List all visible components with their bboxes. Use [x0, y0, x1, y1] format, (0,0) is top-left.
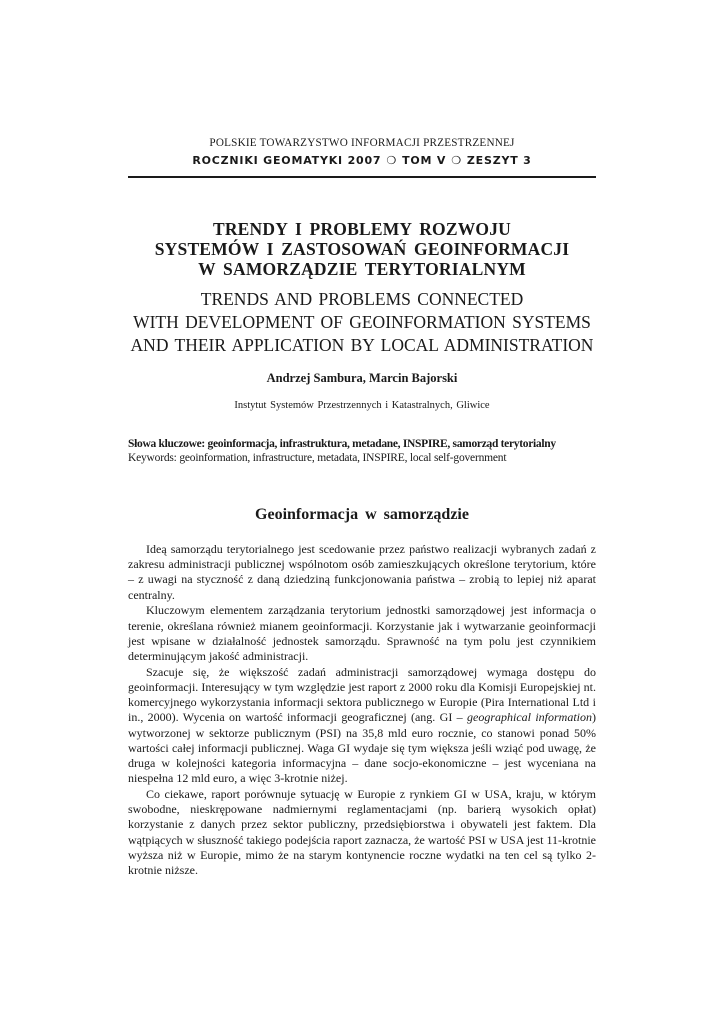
journal-header: [128, 154, 596, 167]
keywords-english: Keywords: geoinformation, infrastructure, metadata, INSPIRE, local self-government: [128, 452, 507, 464]
paragraph: Kluczowym elementem zarządzania terytorium jednostki samorządowej jest informacja o terenie, określana również mianem geoinformacji. Korzystanie jak i wytwarzanie geoinformacji jest wpisane w działalność jednostek samorządu. Sprawność na tym polu jest czynnikiem determinującym jakość administracji.: [128, 603, 596, 664]
authors: Andrzej Sambura, Marcin Bajorski: [266, 371, 458, 385]
title-en-line: AND THEIR APPLICATION BY LOCAL ADMINISTRATION: [130, 335, 594, 355]
journal-volume: TOM V: [402, 154, 447, 167]
society-header: POLSKIE TOWARZYSTWO INFORMACJI PRZESTRZENNEJ: [209, 137, 515, 149]
paragraph: Ideą samorządu terytorialnego jest scedowanie przez państwo realizacji wybranych zadań z zakresu administracji publicznej wspólnotom osób zamieszkujących określone terytorium, które – z uwagi na styczność z daną dziedziną funkcjonowania państwa – zrobią to lepiej niż aparat centralny.: [128, 542, 596, 602]
title-pl-line: TRENDY I PROBLEMY ROZWOJU: [212, 219, 512, 239]
title-polish: [128, 219, 596, 279]
affiliation: Instytut Systemów Przestrzennych i Katastralnych, Gliwice: [234, 400, 490, 411]
keywords-polish: Słowa kluczowe: geoinformacja, infrastruktura, metadane, INSPIRE, samorząd terytorialny: [128, 438, 556, 450]
italic-term: geographical information: [467, 710, 593, 725]
separator-circle-icon: ❍: [451, 154, 462, 167]
body-text: [128, 542, 596, 878]
title-pl-line: W SAMORZĄDZIE TERYTORIALNYM: [198, 259, 526, 279]
paragraph: Szacuje się, że większość zadań administracji samorządowej wymaga dostępu do geoinformacji. Interesujący w tym względzie jest raport z 2000 roku dla Komisji Europejskiej nt. komercyjnego wykorzystania informacji sektora publicznego w Europie (Pira International Ltd i in., 2000). Wycenia on wartość informacji geograficznej (ang. GI – geographical information) wytworzonej w sektorze publicznym (PSI) na 35,8 mld euro rocznie, co stanowi ponad 50% wartości całej informacji publicznej. Waga GI wydaje się tym większa jeśli wziąć pod uwagę, że druga w kolejności kategoria informacyjna – dane socjo-ekonomiczne – jest wyceniana na niespełna 12 mld euro, a więc 3-krotnie niżej.: [128, 664, 597, 786]
title-pl-line: SYSTEMÓW I ZASTOSOWAŃ GEOINFORMACJI: [154, 239, 570, 259]
journal-name: ROCZNIKI GEOMATYKI 2007: [192, 154, 382, 167]
keywords-block: [128, 437, 596, 465]
journal-issue: ZESZYT 3: [466, 154, 532, 167]
section-heading: Geoinformacja w samorządzie: [255, 506, 469, 523]
title-en-line: TRENDS AND PROBLEMS CONNECTED: [200, 289, 524, 309]
separator-circle-icon: ❍: [386, 154, 398, 167]
title-en-line: WITH DEVELOPMENT OF GEOINFORMATION SYSTEMS: [133, 312, 591, 332]
paragraph: Co ciekawe, raport porównuje sytuację w Europie z rynkiem GI w USA, kraju, w którym swobodne, nieskrępowane nadmiernymi reglamentacjami (np. barierą wysokich opłat) korzystanie z danych przez sektor publiczny, przedsiębiorstwa i obywateli jest faktem. Dla wątpiących w słuszność takiego podejścia raport zaznacza, że wartość PSI w USA jest 11-krotnie wyższa niż w Europie, mimo że na starym kontynencie roczne wydatki na ten cel są tylko 2-krotnie niższe.: [128, 787, 596, 878]
title-english: [128, 288, 596, 357]
header-rule: [128, 176, 596, 178]
